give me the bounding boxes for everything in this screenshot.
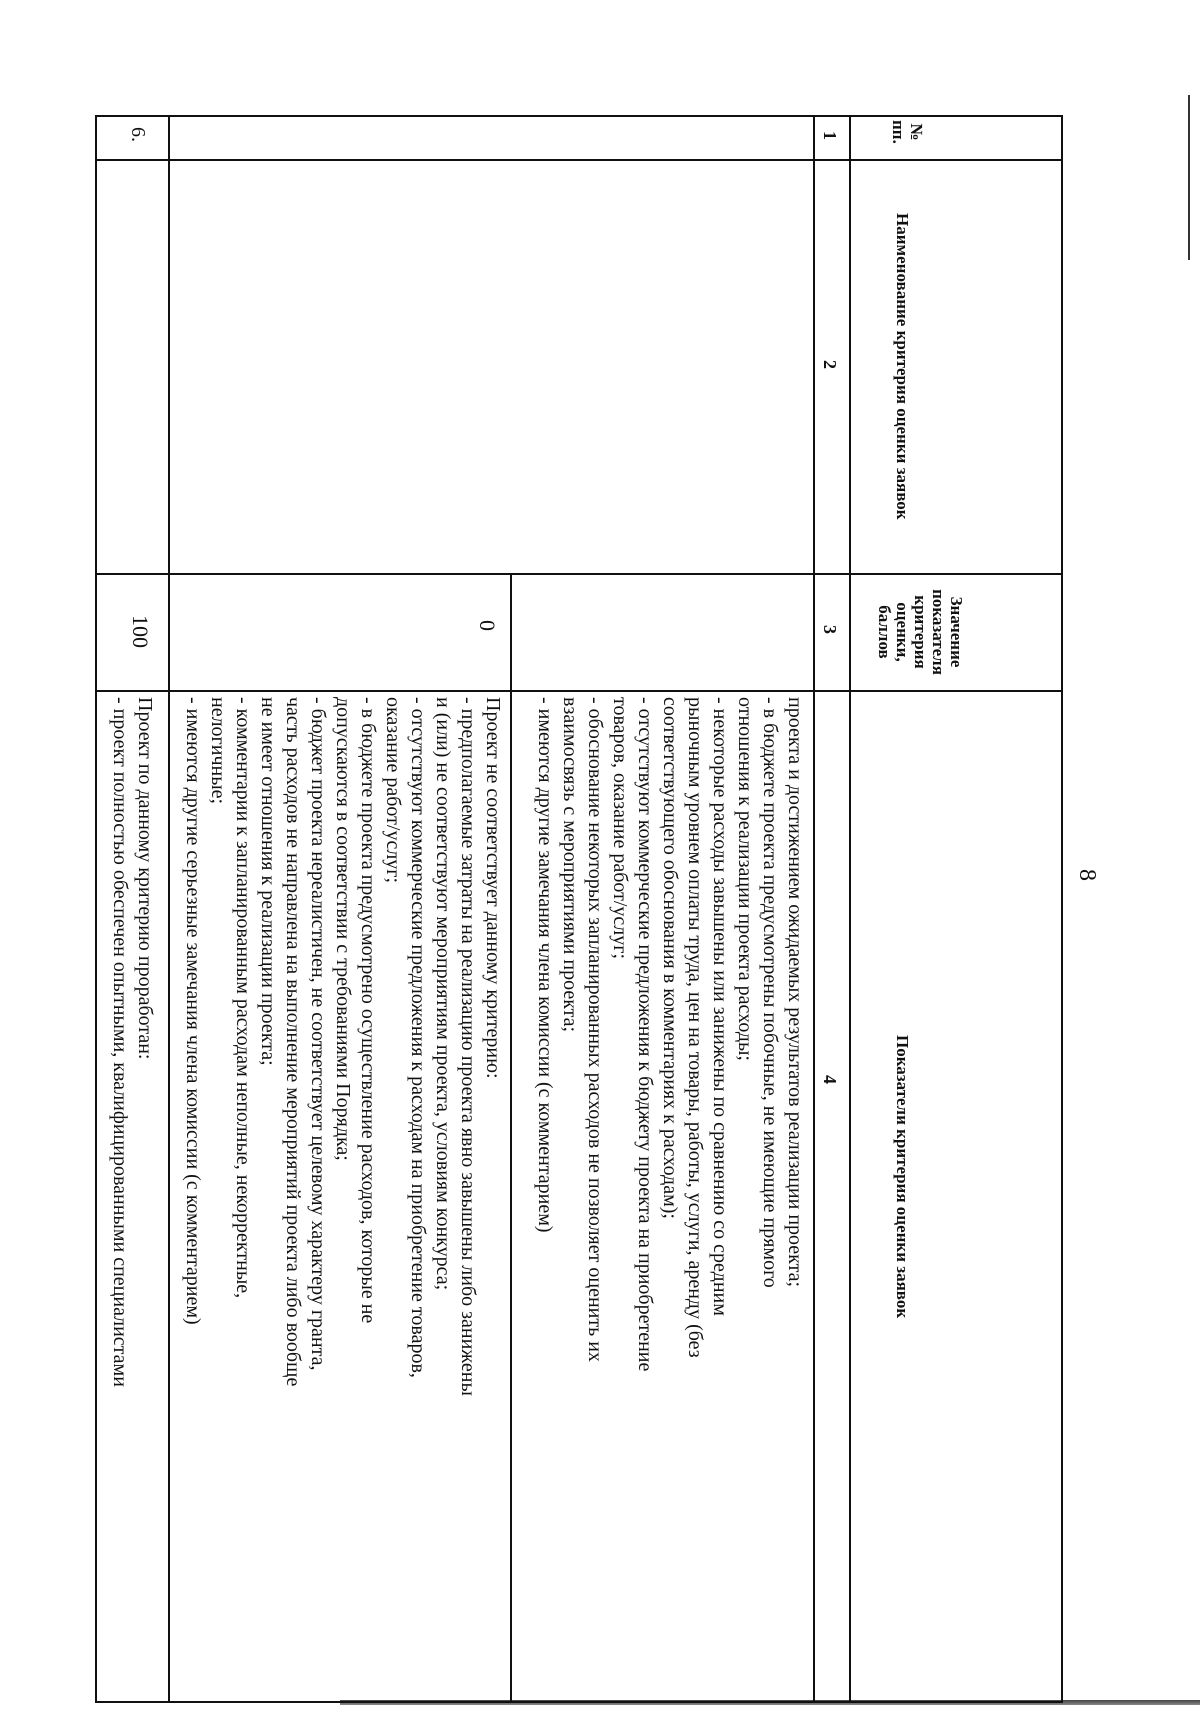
criteria-text-continuation: проекта и достижением ожидаемых результатов реализации проекта; - в бюджете проекта предусмотрены побочные, не имеющие прямого отношения к реализации проекта расходы; - некоторые расходы завышены или занижены по сравнению со средним рыночным уровнем оплаты труда, цен на товары, работы, услуги, аренду (без соответствующего обоснования в комментариях к расходам); - отсутствуют коммерческие предложения к бюджету проекта на приобретение товаров, оказание работ/услуг; - обоснование некоторых запланированных расходов не позволяет оценить их взаимосвязь с мероприятиями проекта; - имеются другие замечания члена комиссии (с комментарием) — [534, 697, 806, 1372]
table-border-right — [1061, 115, 1063, 1703]
column-number-1: 1 — [820, 131, 840, 140]
row-number-6: 6. — [127, 127, 149, 142]
page-number: 8 — [1074, 869, 1100, 881]
column-number-2: 2 — [820, 360, 840, 369]
criteria-text-hundred: Проект по данному критерию проработан: - проект полностью обеспечен опытными, квалифицированными специалистами — [109, 697, 156, 1387]
header-col4: Показатели критерия оценки заявок — [893, 1035, 912, 1319]
criteria-table — [95, 115, 1063, 1703]
score-zero: 0 — [475, 620, 500, 631]
scan-edge — [1188, 95, 1190, 260]
row-divider-b — [168, 115, 170, 1703]
table-border-top — [95, 115, 1063, 117]
col-divider-2 — [95, 573, 1063, 575]
score-hundred: 100 — [128, 615, 153, 648]
header-col2: Наименование критерия оценки заявок — [893, 213, 912, 520]
table-border-bottom — [95, 1701, 1063, 1703]
header-col1: № пп. — [889, 120, 926, 144]
number-row-divider — [813, 115, 815, 1703]
table-border-left — [95, 115, 97, 1703]
header-divider — [849, 115, 851, 1703]
col-divider-1 — [95, 159, 1063, 161]
column-number-4: 4 — [820, 1075, 840, 1084]
col-divider-3 — [95, 690, 1063, 692]
column-number-3: 3 — [820, 625, 840, 634]
row-divider-a — [510, 573, 512, 1703]
header-col3: Значение показателя критерия оценки, баллов — [875, 589, 966, 675]
criteria-text-zero: Проект не соответствует данному критерию: - предполагаемые затраты на реализацию проекта явно завышены либо занижены и (или) не соответствуют мероприятиям проекта, условиям конкурса; - отсутствуют коммерческие предложения к расходам на приобретение товаров, оказание работ/услуг; - в бюджете проекта предусмотрено осуществление расходов, которые не допускаются в соответствии с требованиями Порядка; - бюджет проекта нереалистичен, не соответствует целевому характеру гранта, часть расходов не направлена на выполнение мероприятий проекта либо вообще не имеет отношения к реализации проекта; - комментарии к запланированным расходам неполные, некорректные, нелогичные; - имеются другие серьезные замечания члена комиссии (с комментарием) — [182, 697, 504, 1396]
